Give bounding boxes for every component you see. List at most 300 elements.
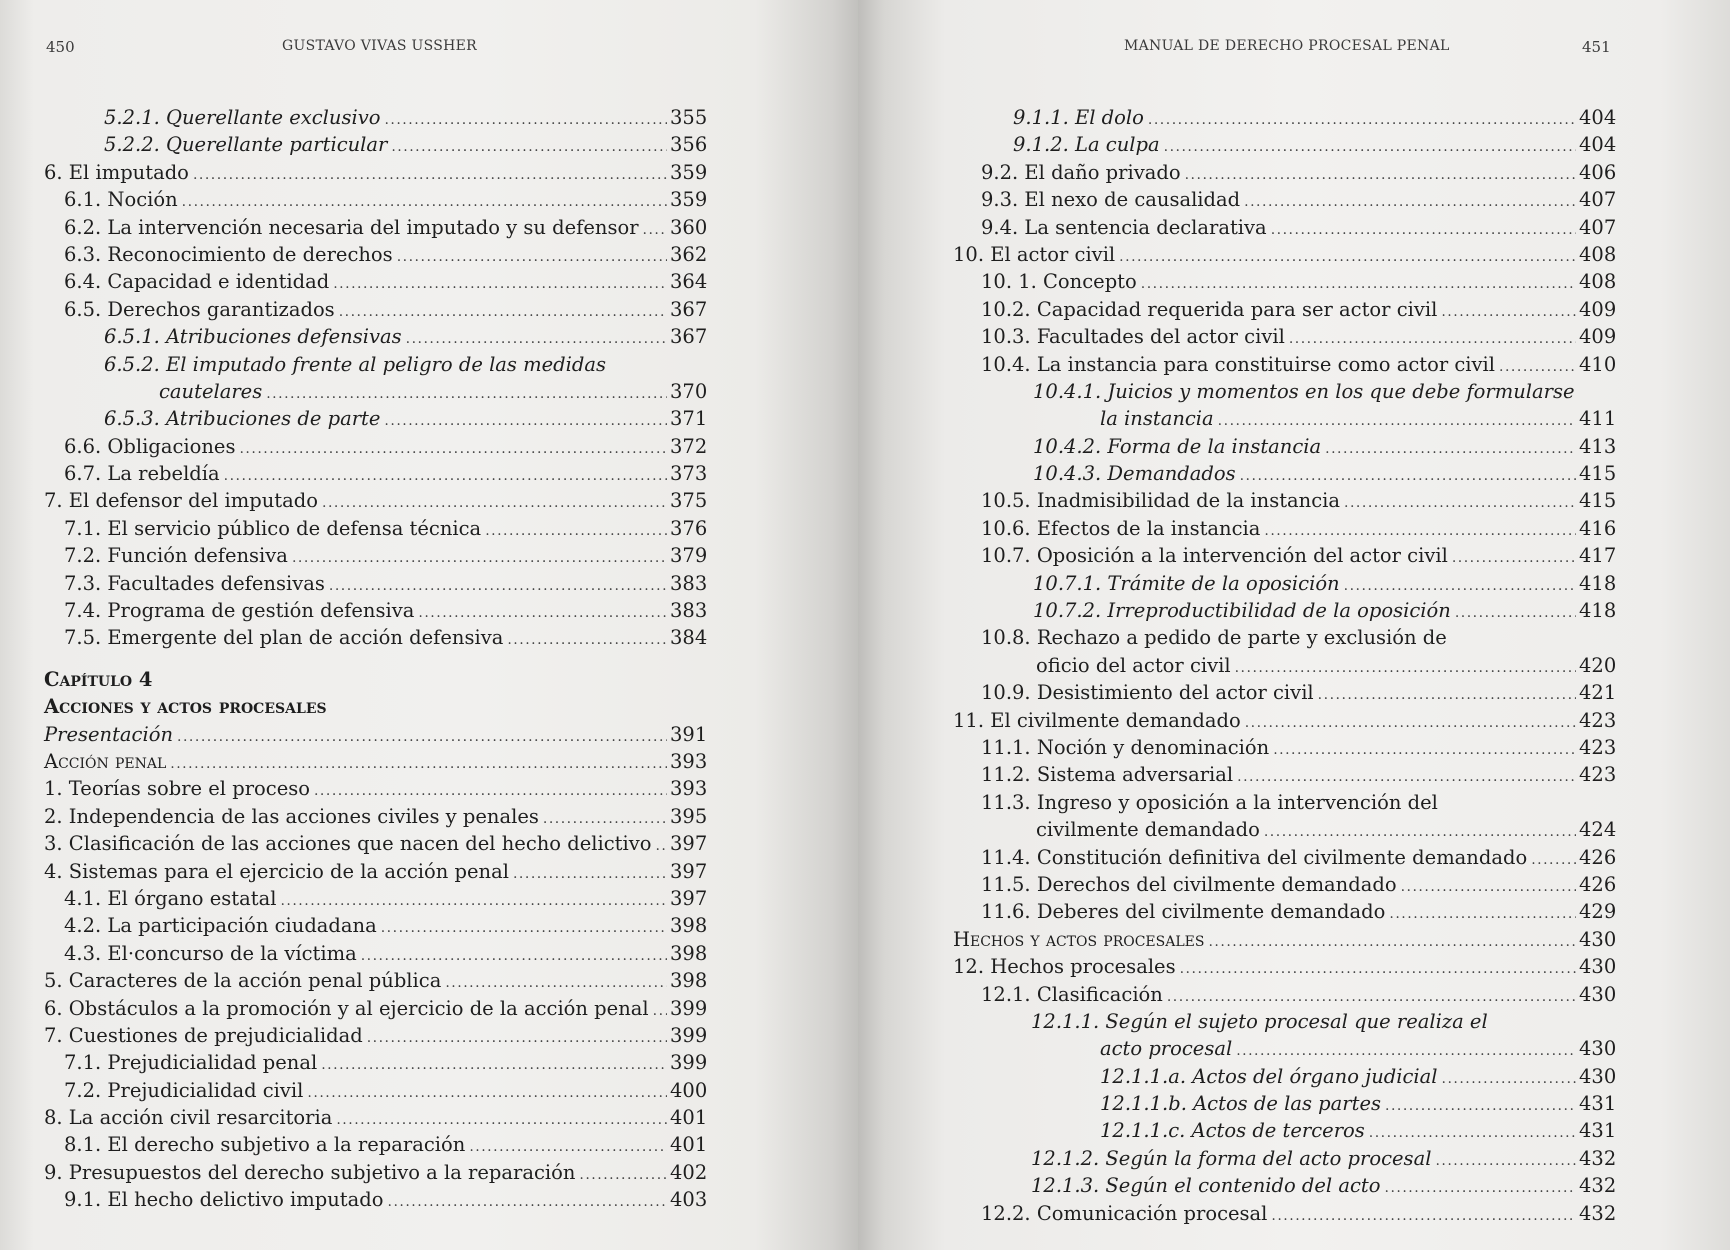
dot-leader	[1271, 1203, 1576, 1230]
toc-entry-page: 398	[670, 914, 708, 938]
toc-entry-title: 11.2. Sistema adversarial	[981, 763, 1234, 787]
dot-leader	[1344, 573, 1576, 600]
dot-leader	[177, 724, 667, 751]
dot-leader	[543, 806, 667, 833]
toc-entry	[953, 734, 1617, 761]
toc-entry-title: 12.2. Comunicación procesal	[981, 1201, 1268, 1225]
toc-entry	[44, 1159, 708, 1186]
right-page	[858, 0, 1730, 1250]
toc-entry	[953, 679, 1617, 706]
dot-leader	[1455, 600, 1576, 627]
table-of-contents	[953, 104, 1617, 1227]
toc-entry-page: 367	[670, 297, 708, 321]
toc-entry	[44, 1131, 708, 1158]
toc-entry-page: 401	[670, 1133, 708, 1157]
dot-leader	[1271, 217, 1576, 244]
dot-leader	[1325, 436, 1576, 463]
toc-entry-title: 7. El defensor del imputado	[44, 489, 318, 513]
toc-entry-page: 418	[1579, 571, 1617, 595]
toc-entry-title: 11.6. Deberes del civilmente demandado	[981, 900, 1386, 924]
toc-entry-title: acto procesal	[1100, 1037, 1233, 1061]
page-number: 450	[46, 38, 75, 56]
toc-entry-title: 12.1. Clasificación	[981, 982, 1163, 1006]
toc-entry	[44, 995, 708, 1022]
toc-entry-title: 6.6. Obligaciones	[64, 434, 236, 458]
toc-entry	[44, 803, 708, 830]
dot-leader	[1235, 655, 1576, 682]
toc-entry	[953, 487, 1617, 514]
toc-entry-page: 430	[1579, 927, 1617, 951]
dot-leader	[1452, 545, 1576, 572]
toc-entry	[953, 953, 1617, 980]
toc-entry	[44, 159, 708, 186]
running-header: GUSTAVO VIVAS USSHER	[282, 38, 478, 54]
dot-leader	[1318, 682, 1576, 709]
toc-entry-page: 423	[1579, 763, 1617, 787]
toc-entry-page: 430	[1579, 1037, 1617, 1061]
toc-entry-title: Hechos y actos procesales	[953, 927, 1205, 951]
dot-leader	[655, 833, 667, 860]
dot-leader	[1264, 819, 1576, 846]
toc-entry-title: cautelares	[159, 379, 263, 403]
toc-entry-page: 362	[670, 242, 708, 266]
toc-entry-title: 10. 1. Concepto	[981, 270, 1137, 294]
toc-entry	[953, 789, 1613, 816]
dot-leader	[1240, 463, 1576, 490]
toc-entry	[953, 131, 1617, 158]
toc-entry	[44, 858, 708, 885]
toc-entry-page: 430	[1579, 1064, 1617, 1088]
toc-entry	[44, 104, 708, 131]
toc-entry-title: 10.5. Inadmisibilidad de la instancia	[981, 489, 1341, 513]
toc-entry-title: 9.4. La sentencia declarativa	[981, 215, 1267, 239]
toc-entry-title: 6.5.2. El imputado frente al peligro de las medidas	[104, 352, 607, 376]
toc-entry-title: 10.7. Oposición a la intervención del actor civil	[981, 544, 1448, 568]
toc-entry	[44, 351, 704, 378]
toc-entry	[953, 433, 1617, 460]
toc-entry	[953, 1200, 1617, 1227]
left-page	[0, 0, 858, 1250]
dot-leader	[266, 381, 667, 408]
toc-entry-page: 431	[1579, 1092, 1617, 1116]
toc-entry	[953, 515, 1617, 542]
toc-entry	[953, 871, 1617, 898]
toc-entry-page: 415	[1579, 489, 1617, 513]
toc-entry-title: 7.1. El servicio público de defensa técnica	[64, 516, 482, 540]
toc-entry	[44, 748, 708, 775]
toc-entry	[953, 296, 1617, 323]
toc-entry	[953, 1172, 1617, 1199]
toc-entry-page: 372	[670, 434, 708, 458]
dot-leader	[1185, 162, 1576, 189]
toc-entry	[44, 405, 708, 432]
toc-entry	[953, 1035, 1617, 1062]
dot-leader	[333, 271, 667, 298]
toc-entry-page: 379	[670, 544, 708, 568]
dot-leader	[1273, 737, 1576, 764]
dot-leader	[384, 107, 667, 134]
dot-leader	[1344, 490, 1576, 517]
dot-leader	[388, 1189, 668, 1216]
toc-entry-title: 4.1. El órgano estatal	[64, 886, 277, 910]
toc-entry	[953, 405, 1617, 432]
toc-entry	[44, 1022, 708, 1049]
toc-entry-title: 11.5. Derechos del civilmente demandado	[981, 872, 1397, 896]
toc-entry-title: 10.7.1. Trámite de la oposición	[1033, 571, 1340, 595]
toc-entry-title: 6.1. Noción	[64, 188, 178, 212]
toc-entry	[953, 268, 1617, 295]
toc-entry	[953, 378, 1613, 405]
toc-entry-title: civilmente demandado	[1036, 818, 1260, 842]
toc-entry-title: Capítulo 4	[44, 667, 153, 691]
toc-entry-title: 5. Caracteres de la acción penal pública	[44, 969, 442, 993]
toc-entry	[44, 131, 708, 158]
toc-entry-page: 406	[1579, 160, 1617, 184]
dot-leader	[1236, 1038, 1576, 1065]
toc-entry-page: 375	[670, 489, 708, 513]
toc-entry-title: 11.4. Constitución definitiva del civilmente demandado	[981, 845, 1528, 869]
toc-entry-title: 9.1.2. La culpa	[1013, 133, 1160, 157]
toc-entry-page: 429	[1579, 900, 1617, 924]
toc-entry-title: la instancia	[1100, 407, 1214, 431]
toc-entry-page: 367	[670, 325, 708, 349]
toc-entry	[44, 515, 708, 542]
toc-entry-title: 10.3. Facultades del actor civil	[981, 325, 1285, 349]
dot-leader	[1401, 874, 1576, 901]
toc-entry	[953, 241, 1617, 268]
toc-entry	[44, 570, 708, 597]
toc-entry-title: 1. Teorías sobre el proceso	[44, 777, 310, 801]
toc-entry-page: 399	[670, 1023, 708, 1047]
dot-leader	[307, 1080, 667, 1107]
toc-entry-page: 397	[670, 832, 708, 856]
toc-entry	[44, 912, 708, 939]
dot-leader	[280, 888, 667, 915]
toc-entry-title: 7.2. Prejudicialidad civil	[64, 1078, 304, 1102]
toc-entry	[953, 1090, 1617, 1117]
toc-entry	[44, 1104, 708, 1131]
toc-entry	[44, 1077, 708, 1104]
toc-entry-title: 6.2. La intervención necesaria del imputado y su defensor	[64, 215, 639, 239]
toc-entry-page: 409	[1579, 297, 1617, 321]
dot-leader	[1119, 244, 1576, 271]
toc-entry-title: 12.1.1.c. Actos de terceros	[1100, 1119, 1365, 1143]
toc-entry-page: 423	[1579, 708, 1617, 732]
toc-entry-title: 7.2. Función defensiva	[64, 544, 288, 568]
toc-entry	[44, 323, 708, 350]
dot-leader	[1369, 1120, 1576, 1147]
toc-entry	[44, 721, 708, 748]
toc-entry-page: 407	[1579, 215, 1617, 239]
toc-entry-title: 6. El imputado	[44, 160, 189, 184]
toc-entry	[44, 542, 708, 569]
toc-entry	[44, 378, 708, 405]
dot-leader	[182, 189, 667, 216]
toc-entry	[953, 981, 1617, 1008]
toc-entry-title: 3. Clasificación de las acciones que nacen del hecho delictivo	[44, 832, 652, 856]
toc-entry-title: 10.6. Efectos de la instancia	[981, 516, 1261, 540]
toc-entry-page: 398	[670, 969, 708, 993]
toc-entry-title: 9.3. El nexo de causalidad	[981, 188, 1241, 212]
toc-entry-title: 4.3. El·concurso de la víctima	[64, 941, 357, 965]
dot-leader	[1164, 134, 1576, 161]
toc-entry	[44, 1186, 708, 1213]
toc-entry	[44, 597, 708, 624]
toc-entry-page: 370	[670, 379, 708, 403]
toc-entry	[953, 624, 1613, 651]
toc-entry	[953, 214, 1617, 241]
toc-entry-page: 395	[670, 804, 708, 828]
toc-entry-title: 10.8. Rechazo a pedido de parte y exclusión de	[981, 626, 1447, 650]
toc-entry-page: 383	[670, 599, 708, 623]
toc-entry-title: 4. Sistemas para el ejercicio de la acción penal	[44, 859, 509, 883]
toc-entry-page: 359	[670, 160, 708, 184]
toc-entry-page: 421	[1579, 681, 1617, 705]
toc-entry-title: oficio del actor civil	[1036, 653, 1231, 677]
toc-entry-title: 12. Hechos procesales	[953, 955, 1176, 979]
toc-entry-title: 6.7. La rebeldía	[64, 462, 220, 486]
toc-entry	[44, 241, 708, 268]
dot-leader	[1218, 408, 1576, 435]
toc-entry	[44, 186, 708, 213]
toc-entry-page: 373	[670, 462, 708, 486]
dot-leader	[469, 1134, 667, 1161]
toc-entry	[953, 570, 1617, 597]
dot-leader	[361, 943, 667, 970]
dot-leader	[1385, 1175, 1577, 1202]
toc-entry-page: 408	[1579, 242, 1617, 266]
dot-leader	[445, 970, 667, 997]
toc-entry-page: 364	[670, 270, 708, 294]
dot-leader	[397, 244, 667, 271]
toc-entry-title: 6.5.1. Atribuciones defensivas	[104, 325, 402, 349]
table-of-contents	[44, 104, 708, 1214]
toc-entry	[953, 707, 1617, 734]
toc-entry-page: 418	[1579, 599, 1617, 623]
toc-entry	[953, 351, 1617, 378]
toc-entry	[953, 898, 1617, 925]
toc-entry-page: 403	[670, 1188, 708, 1212]
toc-entry-page: 424	[1579, 818, 1617, 842]
toc-entry	[44, 624, 708, 651]
toc-entry-page: 371	[670, 407, 708, 431]
toc-entry-title: 11. El civilmente demandado	[953, 708, 1241, 732]
dot-leader	[485, 518, 667, 545]
toc-entry	[953, 1145, 1617, 1172]
toc-entry	[953, 597, 1617, 624]
page-number: 451	[1582, 38, 1611, 56]
toc-entry-page: 359	[670, 188, 708, 212]
toc-entry-title: 9.1.1. El dolo	[1013, 106, 1144, 129]
toc-entry-title: 5.2.2. Querellante particular	[104, 133, 388, 157]
toc-entry-title: 10.2. Capacidad requerida para ser actor civil	[981, 297, 1438, 321]
dot-leader	[653, 998, 667, 1025]
dot-leader	[1245, 710, 1576, 737]
dot-leader	[224, 463, 667, 490]
toc-entry-page: 398	[670, 941, 708, 965]
toc-entry	[953, 1063, 1617, 1090]
toc-entry	[953, 926, 1617, 953]
toc-entry-page: 411	[1579, 407, 1617, 431]
toc-entry-title: 10.4.2. Forma de la instancia	[1033, 434, 1322, 458]
toc-entry	[953, 323, 1617, 350]
toc-entry-page: 404	[1579, 133, 1617, 157]
dot-leader	[1531, 847, 1576, 874]
dot-leader	[406, 326, 667, 353]
toc-entry	[44, 433, 708, 460]
dot-leader	[1264, 518, 1576, 545]
toc-entry-page: 356	[670, 133, 708, 157]
toc-entry-page: 409	[1579, 325, 1617, 349]
toc-entry-page: 360	[670, 215, 708, 239]
toc-entry-title: 2. Independencia de las acciones civiles y penales	[44, 804, 539, 828]
toc-entry-title: 9.2. El daño privado	[981, 160, 1181, 184]
toc-entry	[953, 844, 1617, 871]
toc-entry-page: 400	[670, 1078, 708, 1102]
dot-leader	[579, 1162, 667, 1189]
toc-entry-page: 432	[1579, 1201, 1617, 1225]
toc-entry-page: 399	[670, 1051, 708, 1075]
dot-leader	[367, 1025, 667, 1052]
toc-entry-page: 397	[670, 886, 708, 910]
toc-entry-page: 430	[1579, 982, 1617, 1006]
toc-entry-title: 6.5.3. Atribuciones de parte	[104, 407, 381, 431]
dot-leader	[321, 1052, 667, 1079]
toc-entry-title: 4.2. La participación ciudadana	[64, 914, 377, 938]
toc-entry	[44, 1049, 708, 1076]
toc-entry	[44, 830, 708, 857]
toc-entry-page: 420	[1579, 653, 1617, 677]
toc-entry	[44, 296, 708, 323]
dot-leader	[1244, 189, 1576, 216]
toc-entry-page: 355	[670, 106, 708, 129]
toc-entry-title: Acción penal	[44, 749, 167, 773]
toc-entry-title: 6.5. Derechos garantizados	[64, 297, 335, 321]
toc-entry	[44, 487, 708, 514]
toc-entry	[44, 460, 708, 487]
toc-entry-title: 6.4. Capacidad e identidad	[64, 270, 330, 294]
dot-leader	[1441, 299, 1576, 326]
toc-entry-page: 376	[670, 516, 708, 540]
dot-leader	[643, 217, 667, 244]
toc-entry-page: 384	[670, 626, 708, 650]
toc-entry-page: 391	[670, 722, 708, 746]
toc-entry-page: 417	[1579, 544, 1617, 568]
dot-leader	[513, 861, 667, 888]
toc-entry	[44, 940, 708, 967]
toc-entry-page: 397	[670, 859, 708, 883]
toc-entry	[44, 268, 708, 295]
toc-entry-title: 8.1. El derecho subjetivo a la reparación	[64, 1133, 466, 1157]
toc-entry-title: 10.9. Desistimiento del actor civil	[981, 681, 1314, 705]
dot-leader	[1237, 764, 1576, 791]
toc-entry-title: 9.1. El hecho delictivo imputado	[64, 1188, 384, 1212]
dot-leader	[1289, 326, 1576, 353]
toc-entry-title: 11.1. Noción y denominación	[981, 735, 1270, 759]
toc-entry-page: 410	[1579, 352, 1617, 376]
toc-entry	[44, 775, 708, 802]
toc-entry-title: 12.1.3. Según el contenido del acto	[1031, 1174, 1381, 1198]
toc-entry-title: 6.3. Reconocimiento de derechos	[64, 242, 393, 266]
toc-entry-page: 404	[1579, 106, 1617, 129]
toc-entry-page: 432	[1579, 1146, 1617, 1170]
toc-entry-title: 10. El actor civil	[953, 242, 1116, 266]
toc-entry-title: 8. La acción civil resarcitoria	[44, 1106, 333, 1130]
dot-leader	[381, 915, 667, 942]
toc-entry-title: 7. Cuestiones de prejudicialidad	[44, 1023, 363, 1047]
toc-entry-page: 393	[670, 749, 708, 773]
dot-leader	[1385, 1093, 1576, 1120]
toc-entry-title: 12.1.1. Según el sujeto procesal que realiza el	[1031, 1009, 1488, 1033]
toc-entry	[44, 666, 704, 693]
toc-entry-title: 7.5. Emergente del plan de acción defensiva	[64, 626, 504, 650]
dot-leader	[170, 751, 667, 778]
toc-entry-title: Presentación	[44, 722, 174, 746]
toc-entry-page: 401	[670, 1106, 708, 1130]
toc-entry-page: 415	[1579, 462, 1617, 486]
toc-entry	[44, 693, 704, 720]
toc-entry	[953, 460, 1617, 487]
toc-entry	[44, 885, 708, 912]
dot-leader	[1148, 107, 1576, 134]
toc-entry-title: 10.4. La instancia para constituirse como actor civil	[981, 352, 1496, 376]
dot-leader	[193, 162, 667, 189]
toc-entry	[953, 186, 1617, 213]
dot-leader	[239, 436, 667, 463]
dot-leader	[1180, 956, 1576, 983]
running-header: MANUAL DE DERECHO PROCESAL PENAL	[1124, 38, 1450, 54]
toc-entry	[953, 1008, 1613, 1035]
toc-entry-page: 431	[1579, 1119, 1617, 1143]
toc-entry	[953, 652, 1617, 679]
toc-entry	[953, 761, 1617, 788]
toc-entry-title: 10.4.1. Juicios y momentos en los que debe formularse	[1033, 379, 1575, 403]
toc-entry-title: 5.2.1. Querellante exclusivo	[104, 106, 381, 129]
toc-entry-title: 6. Obstáculos a la promoción y al ejercicio de la acción penal	[44, 996, 649, 1020]
dot-leader	[322, 490, 667, 517]
dot-leader	[292, 545, 667, 572]
toc-entry-title: 12.1.1.b. Actos de las partes	[1100, 1092, 1381, 1116]
toc-entry-page: 423	[1579, 735, 1617, 759]
toc-entry-title: 10.4.3. Demandados	[1033, 462, 1236, 486]
toc-entry	[953, 542, 1617, 569]
toc-entry	[953, 159, 1617, 186]
toc-entry-page: 408	[1579, 270, 1617, 294]
dot-leader	[384, 408, 667, 435]
dot-leader	[1167, 984, 1576, 1011]
dot-leader	[1141, 271, 1576, 298]
toc-entry-title: Acciones y actos procesales	[44, 695, 327, 719]
dot-leader	[1499, 354, 1576, 381]
dot-leader	[391, 134, 667, 161]
toc-entry-page: 402	[670, 1160, 708, 1184]
toc-entry	[44, 214, 708, 241]
dot-leader	[1208, 929, 1576, 956]
toc-entry-title: 7.1. Prejudicialidad penal	[64, 1051, 318, 1075]
toc-entry-title: 12.1.2. Según la forma del acto procesal	[1031, 1146, 1432, 1170]
toc-entry-page: 430	[1579, 955, 1617, 979]
dot-leader	[1389, 901, 1576, 928]
dot-leader	[314, 778, 667, 805]
toc-entry	[953, 1117, 1617, 1144]
dot-leader	[418, 600, 667, 627]
toc-entry-title: 7.4. Programa de gestión defensiva	[64, 599, 415, 623]
toc-entry-page: 426	[1579, 872, 1617, 896]
toc-entry-page: 383	[670, 571, 708, 595]
dot-leader	[339, 299, 667, 326]
toc-entry-page: 407	[1579, 188, 1617, 212]
toc-entry-page: 416	[1579, 516, 1617, 540]
